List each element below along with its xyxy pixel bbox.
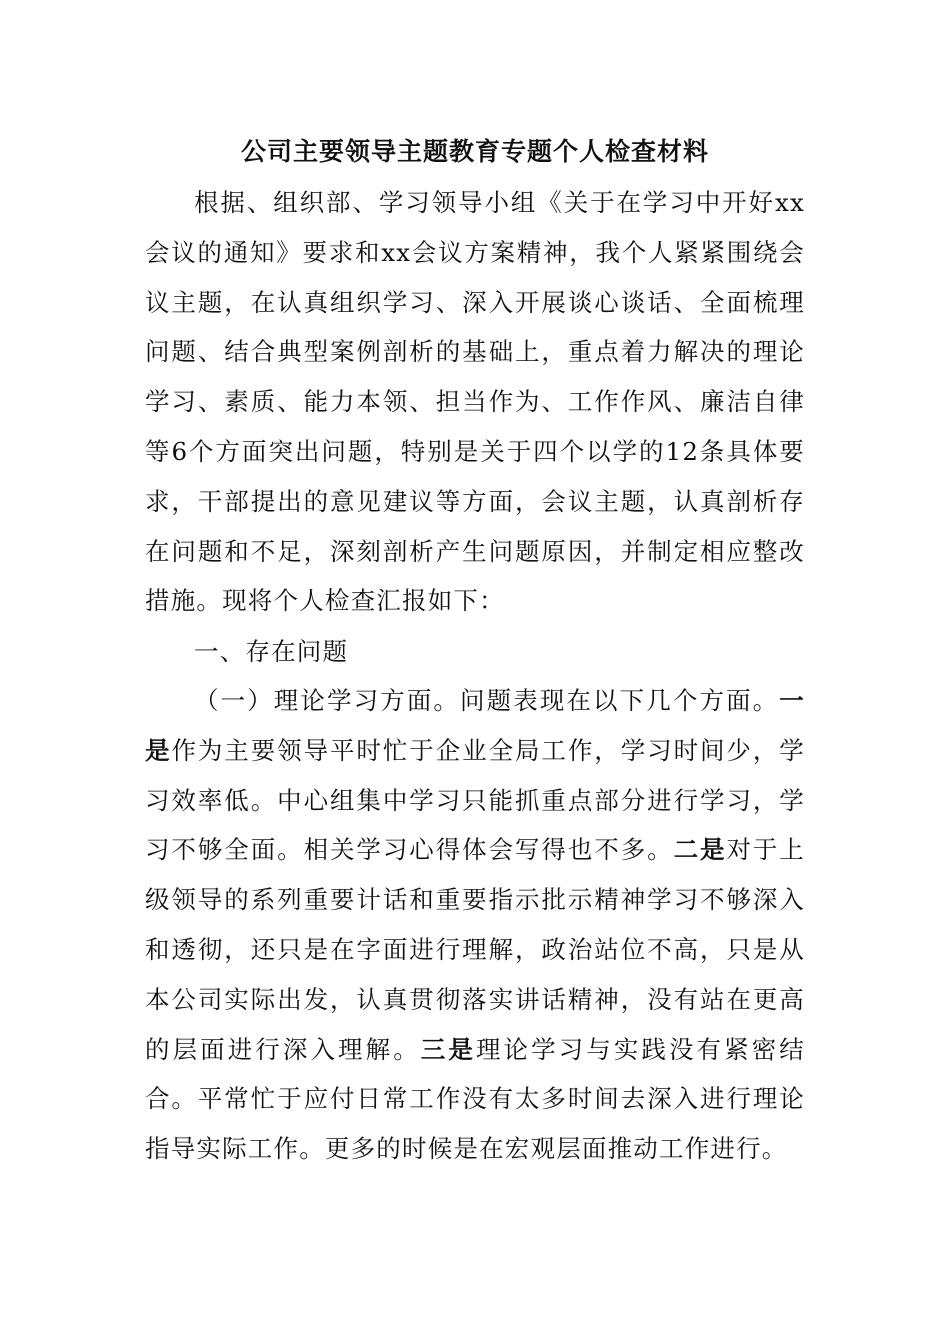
point-2-label: 二是: [673, 835, 727, 865]
point-1-text: 作为主要领导平时忙于企业全局工作，学习时间少，学习效率低。中心组集中学习只能抓重点部分进行学习，学习不够全面。相关学习心得体会写得也不多。: [145, 735, 805, 865]
intro-paragraph: [145, 178, 805, 626]
section-heading: [145, 627, 805, 677]
subsection-lead: （一）理论学习方面。问题表现在以下几个方面。: [194, 686, 780, 715]
point-2-text: 对于上级领导的系列重要计话和重要指示批示精神学习不够深入和透彻，还只是在字面进行理解，政治站位不高，只是从本公司实际出发，认真贯彻落实讲话精神，没有站在更高的层面进行深入理解。: [145, 835, 805, 1064]
point-3-text: 理论学习与实践没有紧密结合。平常忙于应付日常工作没有太多时间去深入进行理论指导实际工作。更多的时候是在宏观层面推动工作进行。: [145, 1034, 805, 1164]
intro-text: 根据、组织部、学习领导小组《关于在学习中开好xx会议的通知》要求和xx会议方案精神，我个人紧紧围绕会议主题，在认真组织学习、深入开展谈心谈话、全面梳理问题、结合典型案例剖析的基础上，重点着力解决的理论学习、素质、能力本领、担当作为、工作作风、廉洁自律等6个方面突出问题，特别是关于四个以学的12条具体要求，干部提出的意见建议等方面，会议主题，认真剖析存在问题和不足，深刻剖析产生问题原因，并制定相应整改措施。现将个人检查汇报如下：: [145, 188, 805, 616]
point-3-label: 三是: [420, 1034, 476, 1064]
theory-study-text: [145, 676, 805, 1174]
document-title: 公司主要领导主题教育专题个人检查材料: [240, 137, 709, 166]
point-1-label: 一是: [145, 686, 805, 765]
theory-study-paragraph: [145, 676, 805, 1174]
section-heading-text: 一、存在问题: [194, 637, 349, 666]
